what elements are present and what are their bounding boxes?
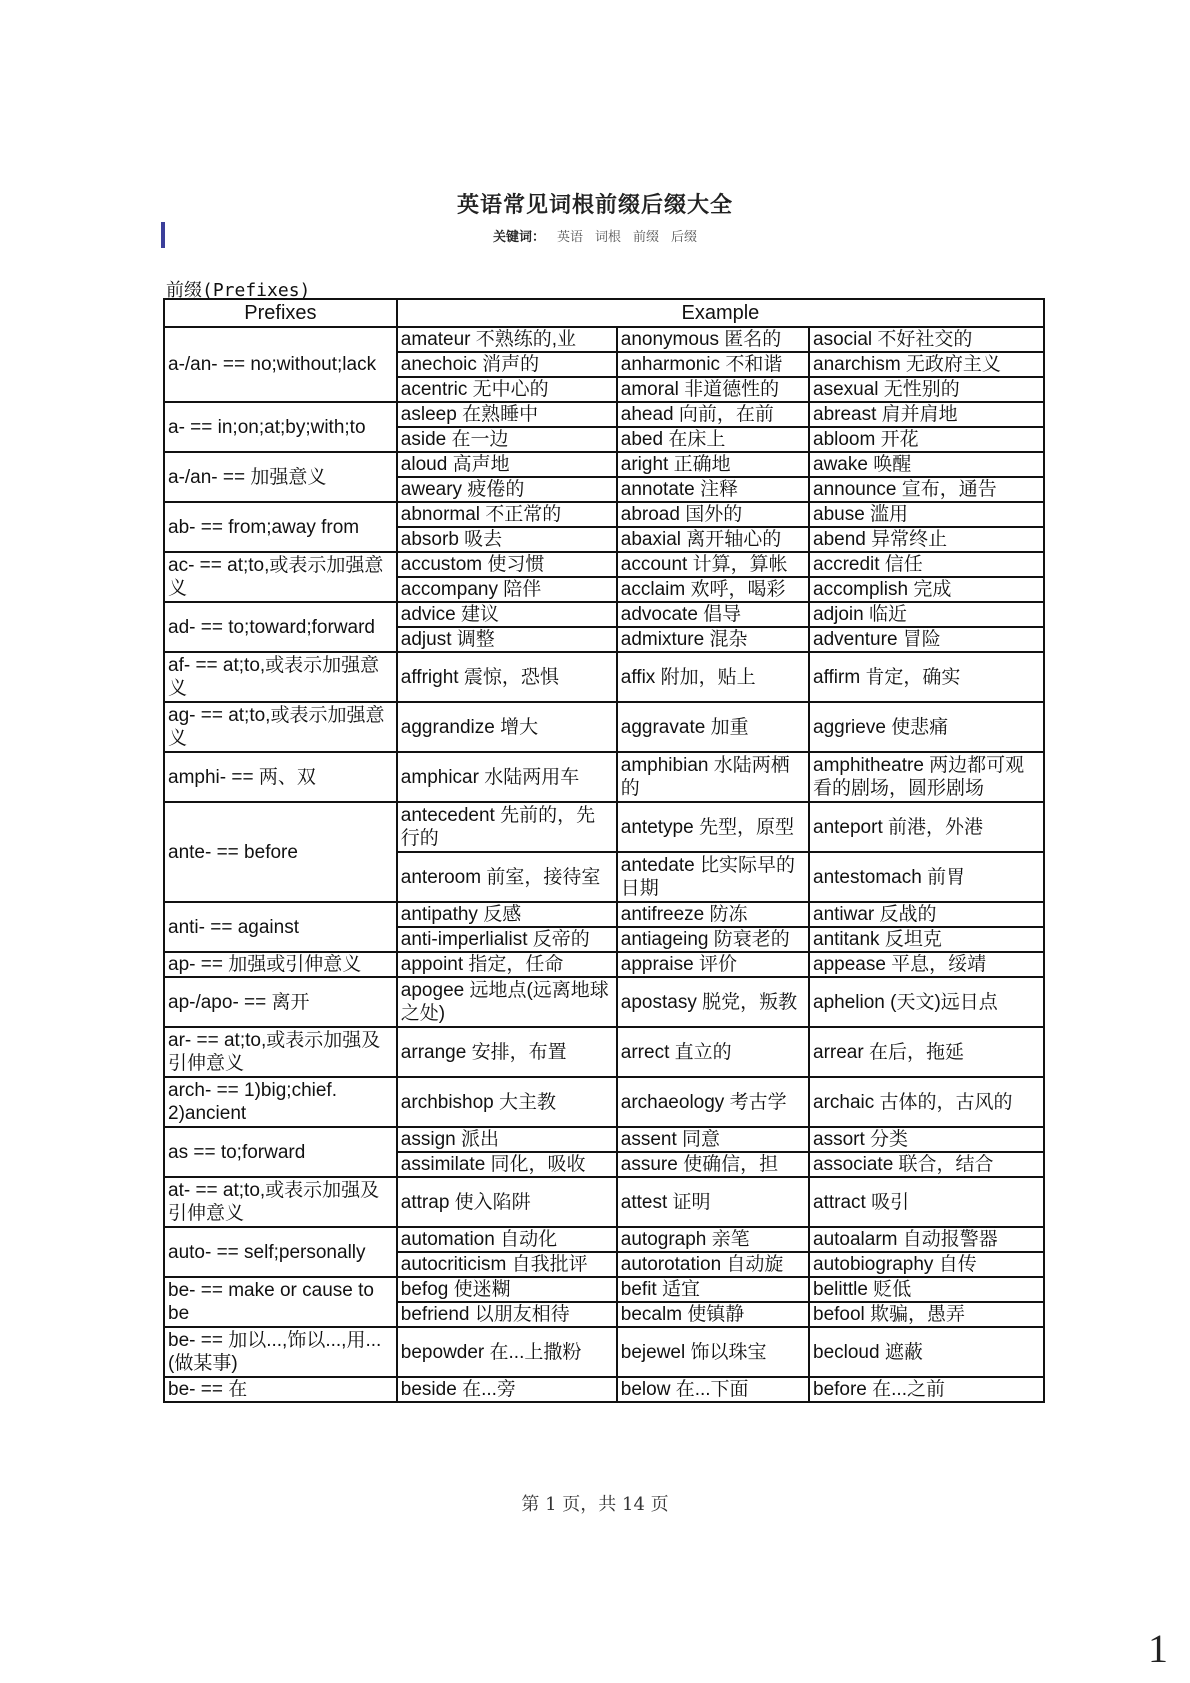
prefix-cell: a-/an- == no;without;lack — [164, 327, 397, 402]
example-cell: arrear 在后，拖延 — [809, 1027, 1044, 1077]
example-cell: apostasy 脱党，叛教 — [617, 977, 809, 1027]
example-cell: abed 在床上 — [617, 427, 809, 452]
example-cell: archbishop 大主教 — [397, 1077, 617, 1127]
prefix-cell: arch- == 1)big;chief. 2)ancient — [164, 1077, 397, 1127]
example-cell: adventure 冒险 — [809, 627, 1044, 652]
example-cell: arrect 直立的 — [617, 1027, 809, 1077]
prefix-cell: as == to;forward — [164, 1127, 397, 1177]
table-row — [164, 977, 1044, 1027]
example-cell: affright 震惊，恐惧 — [397, 652, 617, 702]
table-row — [164, 1377, 1044, 1402]
example-cell: bepowder 在...上撒粉 — [397, 1327, 617, 1377]
example-cell: autocriticism 自我批评 — [397, 1252, 617, 1277]
prefix-cell: ad- == to;toward;forward — [164, 602, 397, 652]
example-cell: asexual 无性别的 — [809, 377, 1044, 402]
example-cell: associate 联合，结合 — [809, 1152, 1044, 1177]
example-cell: archaeology 考古学 — [617, 1077, 809, 1127]
prefix-cell: ab- == from;away from — [164, 502, 397, 552]
example-cell: anonymous 匿名的 — [617, 327, 809, 352]
example-cell: arrange 安排，布置 — [397, 1027, 617, 1077]
example-cell: becloud 遮蔽 — [809, 1327, 1044, 1377]
prefix-cell: ap-/apo- == 离开 — [164, 977, 397, 1027]
example-cell: awake 唤醒 — [809, 452, 1044, 477]
table-row — [164, 552, 1044, 577]
example-cell: antitank 反坦克 — [809, 927, 1044, 952]
example-cell: befog 使迷糊 — [397, 1277, 617, 1302]
example-cell: before 在...之前 — [809, 1377, 1044, 1402]
example-cell: accompany 陪伴 — [397, 577, 617, 602]
example-cell: aggrandize 增大 — [397, 702, 617, 752]
table-row — [164, 502, 1044, 527]
example-cell: autorotation 自动旋 — [617, 1252, 809, 1277]
example-cell: aggravate 加重 — [617, 702, 809, 752]
table-row — [164, 702, 1044, 752]
example-cell: below 在...下面 — [617, 1377, 809, 1402]
example-cell: amphibian 水陆两栖的 — [617, 752, 809, 802]
prefix-cell: ac- == at;to,或表示加强意义 — [164, 552, 397, 602]
example-cell: appoint 指定，任命 — [397, 952, 617, 977]
example-cell: admixture 混杂 — [617, 627, 809, 652]
table-row — [164, 752, 1044, 802]
example-cell: abreast 肩并肩地 — [809, 402, 1044, 427]
keyword: 词根 — [594, 230, 621, 245]
example-cell: antiageing 防衰老的 — [617, 927, 809, 952]
table-row — [164, 1127, 1044, 1152]
example-cell: accredit 信任 — [809, 552, 1044, 577]
keywords-label: 关键词： — [492, 230, 545, 245]
example-cell: autobiography 自传 — [809, 1252, 1044, 1277]
page-footer: 第 1 页，共 14 页 — [521, 1494, 669, 1515]
table-row — [164, 402, 1044, 427]
example-cell: abend 异常终止 — [809, 527, 1044, 552]
example-cell: acentric 无中心的 — [397, 377, 617, 402]
example-cell: abuse 滥用 — [809, 502, 1044, 527]
prefix-table — [163, 298, 1045, 1403]
table-row — [164, 902, 1044, 927]
keyword: 后缀 — [671, 230, 698, 245]
example-cell: assimilate 同化，吸收 — [397, 1152, 617, 1177]
table-row — [164, 1277, 1044, 1302]
table-header-row — [164, 299, 1044, 327]
example-cell: belittle 贬低 — [809, 1277, 1044, 1302]
example-cell: becalm 使镇静 — [617, 1302, 809, 1327]
example-cell: befool 欺骗，愚弄 — [809, 1302, 1044, 1327]
example-cell: antiwar 反战的 — [809, 902, 1044, 927]
example-cell: accomplish 完成 — [809, 577, 1044, 602]
table-row — [164, 652, 1044, 702]
prefix-cell: ap- == 加强或引伸意义 — [164, 952, 397, 977]
prefix-cell: be- == make or cause to be — [164, 1277, 397, 1327]
example-cell: annotate 注释 — [617, 477, 809, 502]
prefix-cell: ar- == at;to,或表示加强及引伸意义 — [164, 1027, 397, 1077]
example-cell: amateur 不熟练的,业 — [397, 327, 617, 352]
example-cell: aphelion (天文)远日点 — [809, 977, 1044, 1027]
example-cell: asocial 不好社交的 — [809, 327, 1044, 352]
example-cell: archaic 古体的，古风的 — [809, 1077, 1044, 1127]
table-row — [164, 602, 1044, 627]
section-heading: 前缀(Prefixes) — [166, 280, 311, 301]
header-example: Example — [397, 299, 1044, 327]
example-cell: anteport 前港，外港 — [809, 802, 1044, 852]
table-row — [164, 952, 1044, 977]
example-cell: autograph 亲笔 — [617, 1227, 809, 1252]
example-cell: asleep 在熟睡中 — [397, 402, 617, 427]
table-row — [164, 1077, 1044, 1127]
table-row — [164, 452, 1044, 477]
prefix-cell: be- == 在 — [164, 1377, 397, 1402]
prefix-cell: ante- == before — [164, 802, 397, 902]
example-cell: adjoin 临近 — [809, 602, 1044, 627]
example-cell: antetype 先型，原型 — [617, 802, 809, 852]
table-row — [164, 1327, 1044, 1377]
example-cell: attest 证明 — [617, 1177, 809, 1227]
corner-page-number: 1 — [1148, 1626, 1168, 1671]
prefix-cell: anti- == against — [164, 902, 397, 952]
example-cell: anechoic 消声的 — [397, 352, 617, 377]
example-cell: affix 附加，贴上 — [617, 652, 809, 702]
prefix-cell: a-/an- == 加强意义 — [164, 452, 397, 502]
example-cell: ahead 向前，在前 — [617, 402, 809, 427]
example-cell: anteroom 前室，接待室 — [397, 852, 617, 902]
example-cell: attrap 使入陷阱 — [397, 1177, 617, 1227]
prefix-cell: auto- == self;personally — [164, 1227, 397, 1277]
example-cell: affirm 肯定，确实 — [809, 652, 1044, 702]
example-cell: aloud 高声地 — [397, 452, 617, 477]
example-cell: apogee 远地点(远离地球之处) — [397, 977, 617, 1027]
example-cell: aright 正确地 — [617, 452, 809, 477]
prefix-cell: be- == 加以...,饰以...,用...(做某事) — [164, 1327, 397, 1377]
example-cell: antecedent 先前的，先行的 — [397, 802, 617, 852]
example-cell: beside 在...旁 — [397, 1377, 617, 1402]
keywords-line — [0, 226, 1190, 245]
example-cell: abaxial 离开轴心的 — [617, 527, 809, 552]
example-cell: abroad 国外的 — [617, 502, 809, 527]
example-cell: assort 分类 — [809, 1127, 1044, 1152]
example-cell: anharmonic 不和谐 — [617, 352, 809, 377]
example-cell: aggrieve 使悲痛 — [809, 702, 1044, 752]
example-cell: amoral 非道德性的 — [617, 377, 809, 402]
example-cell: amphitheatre 两边都可观看的剧场，圆形剧场 — [809, 752, 1044, 802]
prefix-cell: amphi- == 两、双 — [164, 752, 397, 802]
example-cell: abloom 开花 — [809, 427, 1044, 452]
prefix-cell: af- == at;to,或表示加强意义 — [164, 652, 397, 702]
example-cell: anarchism 无政府主义 — [809, 352, 1044, 377]
keyword: 前缀 — [633, 230, 660, 245]
example-cell: advice 建议 — [397, 602, 617, 627]
example-cell: appease 平息，绥靖 — [809, 952, 1044, 977]
document-title: 英语常见词根前缀后缀大全 — [456, 192, 733, 218]
example-cell: assign 派出 — [397, 1127, 617, 1152]
example-cell: antestomach 前胃 — [809, 852, 1044, 902]
example-cell: account 计算，算帐 — [617, 552, 809, 577]
example-cell: adjust 调整 — [397, 627, 617, 652]
prefix-cell: ag- == at;to,或表示加强意义 — [164, 702, 397, 752]
example-cell: antipathy 反感 — [397, 902, 617, 927]
table-row — [164, 1227, 1044, 1252]
prefix-cell: a- == in;on;at;by;with;to — [164, 402, 397, 452]
table-row — [164, 1027, 1044, 1077]
example-cell: accustom 使习惯 — [397, 552, 617, 577]
example-cell: absorb 吸去 — [397, 527, 617, 552]
example-cell: appraise 评价 — [617, 952, 809, 977]
example-cell: amphicar 水陆两用车 — [397, 752, 617, 802]
example-cell: bejewel 饰以珠宝 — [617, 1327, 809, 1377]
example-cell: advocate 倡导 — [617, 602, 809, 627]
example-cell: anti-imperlialist 反帝的 — [397, 927, 617, 952]
table-body — [164, 327, 1044, 1402]
keyword: 英语 — [556, 230, 583, 245]
header-prefixes: Prefixes — [164, 299, 397, 327]
example-cell: antifreeze 防冻 — [617, 902, 809, 927]
example-cell: assure 使确信，担 — [617, 1152, 809, 1177]
example-cell: aweary 疲倦的 — [397, 477, 617, 502]
example-cell: announce 宣布，通告 — [809, 477, 1044, 502]
example-cell: automation 自动化 — [397, 1227, 617, 1252]
table-row — [164, 1177, 1044, 1227]
example-cell: befriend 以朋友相待 — [397, 1302, 617, 1327]
table-row — [164, 327, 1044, 352]
example-cell: attract 吸引 — [809, 1177, 1044, 1227]
example-cell: autoalarm 自动报警器 — [809, 1227, 1044, 1252]
example-cell: aside 在一边 — [397, 427, 617, 452]
example-cell: antedate 比实际早的日期 — [617, 852, 809, 902]
example-cell: assent 同意 — [617, 1127, 809, 1152]
prefix-cell: at- == at;to,或表示加强及引伸意义 — [164, 1177, 397, 1227]
example-cell: abnormal 不正常的 — [397, 502, 617, 527]
example-cell: acclaim 欢呼，喝彩 — [617, 577, 809, 602]
table-row — [164, 802, 1044, 852]
example-cell: befit 适宜 — [617, 1277, 809, 1302]
